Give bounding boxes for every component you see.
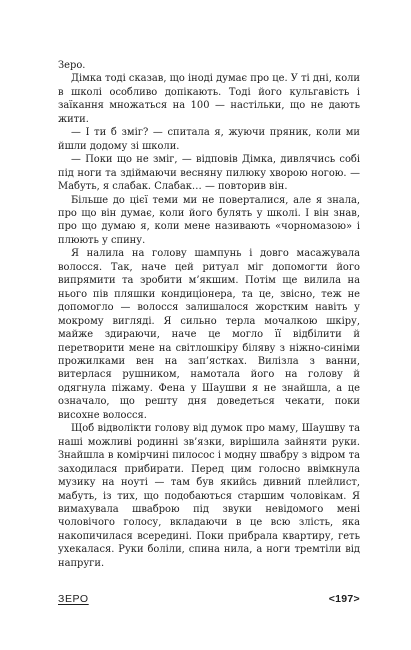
paragraph: Щоб відволікти голову від думок про маму, Шаушву та наші можливі родинні зв’язки, вирішила зайняти руки. Знайшла в комірчині пилосос і модну швабру з відром та заходилася прибирати. Перед цим голосно ввімкнула музику на ноуті — там був якийсь дивний плейлист, мабуть, із тих, що подобаються старшим чоловікам. Я вимахувала шваброю під звуки невідомого мені чоловічого голосу, вкладаючи в це всю злість, яка накопичилася всередині. Поки прибрала квартиру, геть ухекалася. Руки боліли, спина нила, а ноги тремтіли від напруги. (58, 423, 360, 569)
paragraph: Дімка тоді сказав, що іноді думає про це. У ті дні, коли в школі особливо допікають. Тоді його кульгавість і заїкання множаться на 100 — настільки, що не дають жити. (58, 73, 360, 125)
paragraph: Зеро. (58, 60, 86, 71)
paragraph: — Поки що не зміг, — відповів Дімка, дивлячись собі під ноги та здіймаючи весняну пилюку хворою ногою. — Мабуть, я слабак. Слабак… — повторив він. (58, 154, 360, 193)
page-number: <197> (328, 593, 360, 605)
page-footer (58, 593, 360, 607)
paragraph: Я налила на голову шампунь і довго масажувала волосся. Так, наче цей ритуал міг допомогти його випрямити та зробити м’якшим. Потім ще вилила на нього пів пляшки кондиціонера, та це, звісно, теж не допомогло — волосся залишалося жорстким навіть у мокрому вигляді. Я сильно терла мочалкою шкіру, майже здираючи, наче це могло її відбілити й перетворити мене на світлошкіру біляву з ніжно-синіми прожилками вен на зап’ястках. Вилізла з ванни, витерлася рушником, намотала його на голову й одягнула піжаму. Фена у Шаушви я не знайшла, а це означало, що решту дня доведеться чекати, поки висохне волосся. (58, 248, 360, 421)
book-page (1, 1, 410, 649)
paragraph: Більше до цієї теми ми не поверталися, але я знала, про що він думає, коли його булять у школі. І він знав, про що думаю я, коли мене називають «чорномазою» і плюють у спину. (58, 194, 360, 246)
body-text (58, 59, 360, 570)
paragraph: — І ти б зміг? — спитала я, жуючи пряник, коли ми йшли додому зі школи. (58, 127, 360, 152)
running-title: ЗЕРО (58, 593, 89, 605)
